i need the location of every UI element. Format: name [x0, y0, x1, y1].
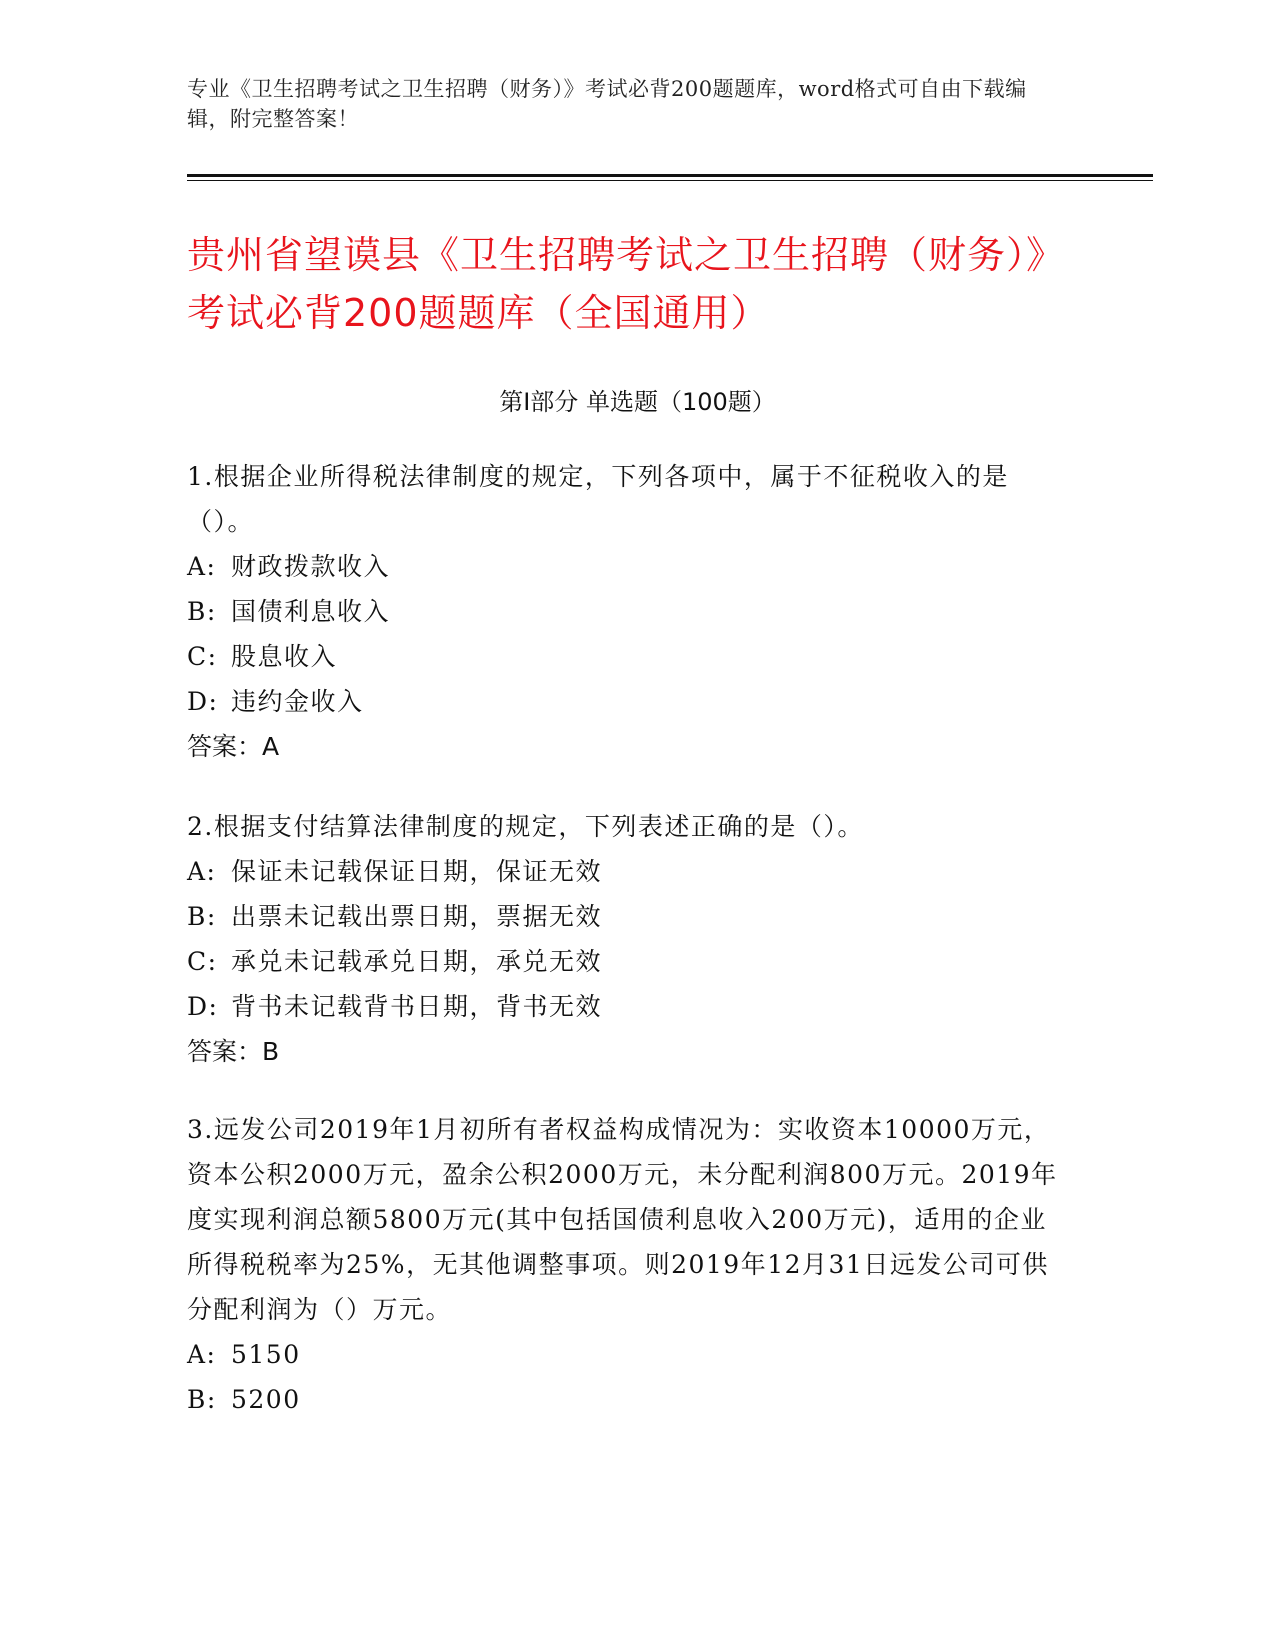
option-letter: B: [187, 902, 217, 931]
question-stem: 1.根据企业所得税法律制度的规定，下列各项中，属于不征税收入的是（）。 [187, 462, 1009, 536]
option-letter: D: [187, 992, 219, 1021]
option-text: 承兑未记载承兑日期，承兑无效 [231, 947, 603, 976]
option-letter: B: [187, 1385, 217, 1414]
header-note: 专业《卫生招聘考试之卫生招聘（财务）》考试必背200题题库，word格式可自由下载编辑，附完整答案！ [187, 77, 1027, 131]
option-text: 背书未记载背书日期，背书无效 [231, 992, 603, 1021]
question-3 [187, 1107, 1067, 1422]
option-text: 5150 [231, 1340, 301, 1369]
option-text: 保证未记载保证日期，保证无效 [231, 857, 603, 886]
section-title: 第I部分 单选题（100题） [499, 388, 776, 416]
option-b [187, 589, 1067, 634]
option-d [187, 679, 1067, 724]
option-a [187, 1332, 1067, 1377]
question-stem: 3.远发公司2019年1月初所有者权益构成情况为：实收资本10000万元，资本公积2000万元，盈余公积2000万元，未分配利润800万元。2019年度实现利润总额5800万元(其中包括国债利息收入200万元)，适用的企业所得税税率为25%，无其他调整事项。则2019年12月31日远发公司可供分配利润为（）万元。 [187, 1115, 1058, 1324]
question-2 [187, 804, 1067, 1074]
question-1 [187, 454, 1067, 769]
option-letter: C: [187, 642, 218, 671]
option-letter: A: [187, 1340, 217, 1369]
option-c [187, 939, 1067, 984]
option-text: 国债利息收入 [231, 597, 391, 626]
option-b [187, 894, 1067, 939]
answer: 答案：B [187, 1037, 280, 1066]
option-d [187, 984, 1067, 1029]
option-a [187, 544, 1067, 589]
option-letter: C: [187, 947, 218, 976]
option-text: 5200 [231, 1385, 301, 1414]
option-letter: A: [187, 857, 217, 886]
header-rule-thick [187, 174, 1153, 177]
option-text: 股息收入 [231, 642, 338, 671]
option-a [187, 849, 1067, 894]
option-letter: B: [187, 597, 217, 626]
question-stem: 2.根据支付结算法律制度的规定，下列表述正确的是（）。 [187, 812, 864, 841]
option-letter: D: [187, 687, 219, 716]
option-letter: A: [187, 552, 217, 581]
answer: 答案：A [187, 732, 280, 761]
option-text: 出票未记载出票日期，票据无效 [231, 902, 603, 931]
option-b [187, 1377, 1067, 1422]
option-text: 违约金收入 [231, 687, 364, 716]
header-rule-thin [187, 180, 1153, 181]
option-text: 财政拨款收入 [231, 552, 391, 581]
option-c [187, 634, 1067, 679]
document-title: 贵州省望谟县《卫生招聘考试之卫生招聘（财务）》考试必背200题题库（全国通用） [187, 233, 1066, 335]
